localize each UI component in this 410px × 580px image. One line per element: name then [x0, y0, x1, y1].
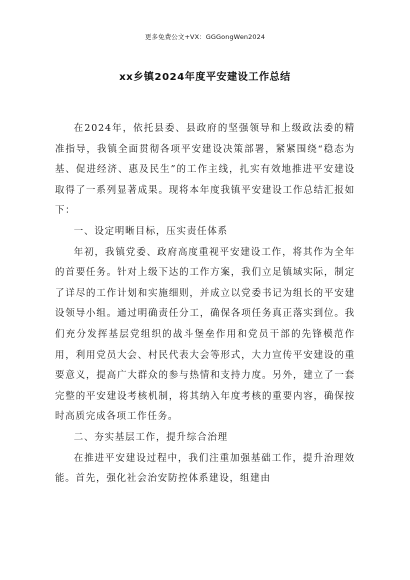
document-body — [55, 119, 355, 490]
section-1-paragraph: 年初，我镇党委、政府高度重视平安建设工作，将其作为全年的首要任务。针对上级下达的工作方案，我们立足镇域实际，制定了详尽的工作计划和实施细则，并成立以党委书记为组长的平安建设领导小组。通过明确责任分工，确保各项任务真正落实到位。我们充分发挥基层党组织的战斗堡垒作用和党员干部的先锋模范作用，利用党员大会、村民代表大会等形式，大力宣传平安建设的重要意义，提高广大群众的参与热情和支持力度。另外，建立了一套完整的平安建设考核机制，将其纳入年度考核的重要内容，确保按时高质完成各项工作任务。 — [55, 246, 355, 423]
intro-paragraph: 在2024年，依托县委、县政府的坚强领导和上级政法委的精准指导，我镇全面贯彻各项平安建设决策部署，紧紧围绕“稳态为基、促进经济、惠及民生”的工作主线，扎实有效地推进平安建设取得了一系列显著成果。现将本年度我镇平安建设工作总结汇报如下： — [55, 123, 355, 217]
section-1-heading: 一、设定明晰目标，压实责任体系 — [73, 225, 228, 237]
header-note: 更多免费公文+VX：GGGongWen2024 — [144, 33, 266, 41]
section-2-paragraph: 在推进平安建设过程中，我们注重加强基础工作，提升治理效能。首先，强化社会治安防控体系建设，组建由 — [55, 452, 355, 485]
section-2-heading: 二、夯实基层工作，提升综合治理 — [73, 431, 228, 443]
document-title: xx乡镇2024年度平安建设工作总结 — [119, 72, 291, 83]
